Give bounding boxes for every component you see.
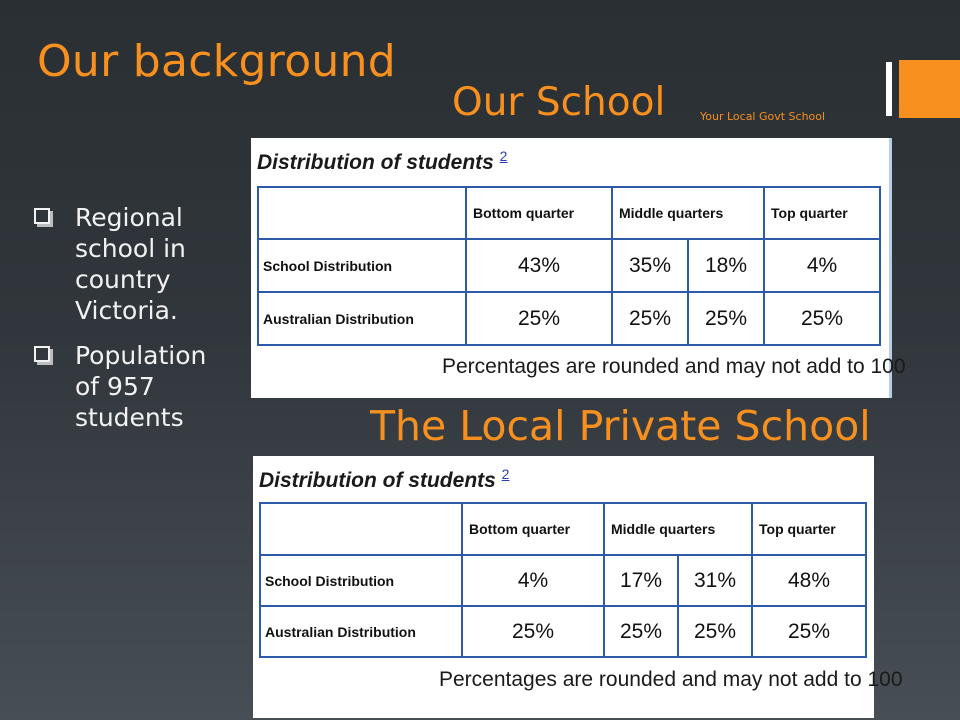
table-header-row bbox=[260, 503, 866, 555]
private-school-heading: The Local Private School bbox=[370, 402, 871, 450]
our-school-heading: Our School bbox=[452, 80, 666, 125]
checkbox-bullet-icon bbox=[34, 346, 50, 362]
value-cell: 25% bbox=[764, 292, 880, 345]
bullet-text: Population of 957 students bbox=[75, 341, 207, 432]
value-cell: 35% bbox=[612, 239, 688, 292]
column-header-top-quarter: Top quarter bbox=[764, 187, 880, 239]
value-cell: 25% bbox=[688, 292, 764, 345]
value-cell: 4% bbox=[764, 239, 880, 292]
value-cell: 43% bbox=[466, 239, 612, 292]
empty-header-cell bbox=[260, 503, 462, 555]
table-row bbox=[258, 292, 880, 345]
our-school-distribution-table bbox=[251, 138, 906, 398]
table-heading bbox=[259, 466, 509, 493]
value-cell: 25% bbox=[604, 606, 678, 657]
value-cell: 25% bbox=[612, 292, 688, 345]
table-row bbox=[260, 606, 866, 657]
table-heading-text: Distribution of students bbox=[257, 151, 494, 174]
table-heading-text: Distribution of students bbox=[259, 469, 496, 492]
column-header-middle-quarters: Middle quarters bbox=[604, 503, 752, 555]
row-label: Australian Distribution bbox=[260, 606, 462, 657]
column-header-middle-quarters: Middle quarters bbox=[612, 187, 764, 239]
bullet-item bbox=[30, 340, 230, 433]
value-cell: 25% bbox=[466, 292, 612, 345]
row-label: Australian Distribution bbox=[258, 292, 466, 345]
private-school-distribution-table bbox=[253, 456, 903, 718]
table-row bbox=[260, 555, 866, 606]
column-header-bottom-quarter: Bottom quarter bbox=[462, 503, 604, 555]
table-header-row bbox=[258, 187, 880, 239]
decorative-bar bbox=[886, 62, 892, 116]
empty-header-cell bbox=[258, 187, 466, 239]
footnote-link[interactable]: 2 bbox=[501, 466, 510, 482]
row-label: School Distribution bbox=[258, 239, 466, 292]
table-note: Percentages are rounded and may not add to 100 bbox=[442, 355, 906, 378]
value-cell: 25% bbox=[752, 606, 866, 657]
distribution-grid bbox=[259, 502, 867, 658]
footnote-link[interactable]: 2 bbox=[499, 148, 508, 164]
value-cell: 17% bbox=[604, 555, 678, 606]
decorative-square bbox=[899, 60, 960, 118]
value-cell: 25% bbox=[462, 606, 604, 657]
value-cell: 25% bbox=[678, 606, 752, 657]
distribution-grid bbox=[257, 186, 881, 346]
column-header-top-quarter: Top quarter bbox=[752, 503, 866, 555]
table-row bbox=[258, 239, 880, 292]
table-heading bbox=[257, 148, 507, 175]
bullet-list bbox=[30, 202, 230, 447]
value-cell: 31% bbox=[678, 555, 752, 606]
value-cell: 18% bbox=[688, 239, 764, 292]
our-school-caption: Your Local Govt School bbox=[700, 110, 826, 123]
value-cell: 4% bbox=[462, 555, 604, 606]
value-cell: 48% bbox=[752, 555, 866, 606]
bullet-text: Regional school in country Victoria. bbox=[75, 203, 186, 325]
slide-title: Our background bbox=[37, 36, 397, 87]
bullet-item bbox=[30, 202, 230, 326]
table-note: Percentages are rounded and may not add to 100 bbox=[439, 668, 903, 691]
row-label: School Distribution bbox=[260, 555, 462, 606]
column-header-bottom-quarter: Bottom quarter bbox=[466, 187, 612, 239]
checkbox-bullet-icon bbox=[34, 208, 50, 224]
